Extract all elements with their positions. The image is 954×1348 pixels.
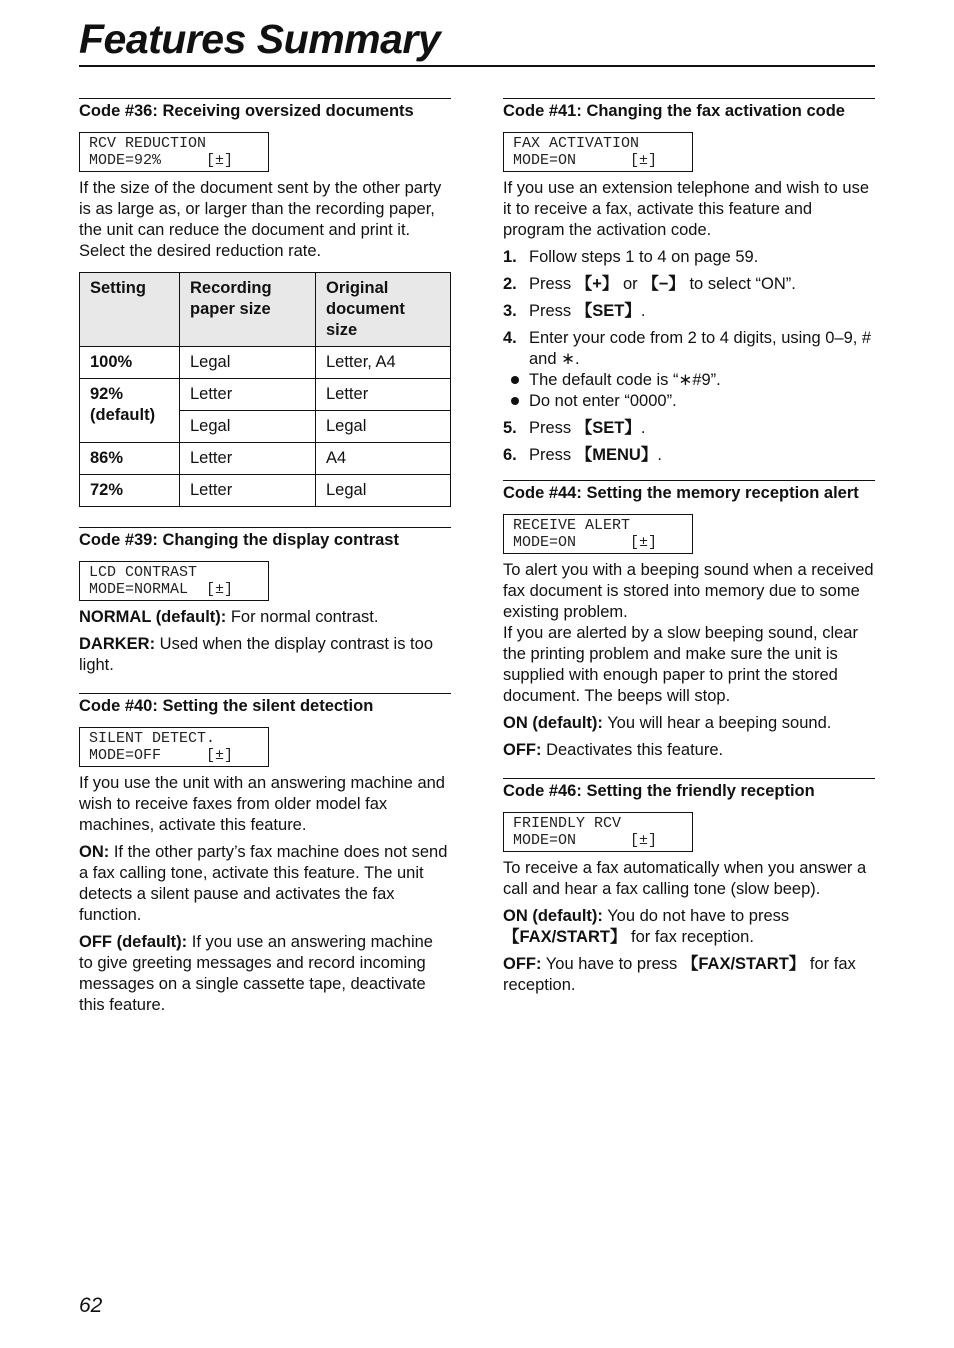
- section-heading: Code #39: Changing the display contrast: [79, 531, 399, 549]
- table-cell: Letter: [180, 379, 316, 411]
- option-label: NORMAL (default):: [79, 608, 227, 626]
- option-label: ON (default):: [503, 907, 603, 925]
- step-text: .: [657, 446, 662, 464]
- option-text: You will hear a beeping sound.: [602, 714, 832, 732]
- section-description: To alert you with a beeping sound when a received fax document is stored into memory due to some existing problem.: [503, 561, 874, 621]
- note-item: Do not enter “0000”.: [503, 391, 875, 412]
- table-cell: 72%: [80, 475, 180, 507]
- lcd-display: [503, 514, 693, 554]
- step-number: 4.: [503, 329, 517, 347]
- step-notes: [503, 370, 875, 412]
- option-label: OFF (default):: [79, 933, 188, 951]
- step-text: Press: [529, 275, 576, 293]
- step-number: 5.: [503, 419, 517, 437]
- table-row: [80, 443, 451, 475]
- step-text: Follow steps 1 to 4 on page 59.: [529, 248, 759, 266]
- option-text: for fax reception.: [626, 928, 754, 946]
- menu-key: 【MENU】: [575, 446, 658, 464]
- lcd-display: [79, 727, 269, 767]
- set-key: 【SET】: [575, 302, 641, 320]
- lcd-line-1: RCV REDUCTION: [89, 135, 207, 152]
- table-row: [80, 347, 451, 379]
- section-heading: Code #36: Receiving oversized documents: [79, 102, 414, 120]
- table-cell: 86%: [80, 443, 180, 475]
- lcd-display: [79, 561, 269, 601]
- table-cell: Letter: [316, 379, 451, 411]
- lcd-display: [503, 812, 693, 852]
- option-off: [503, 740, 875, 761]
- option-on: [503, 713, 875, 734]
- section-description: If the size of the document sent by the other party is as large as, or larger than the recording paper, the unit can reduce the document and print it. Select the desired reduction rate.: [79, 179, 442, 260]
- table-cell: Letter, A4: [316, 347, 451, 379]
- step-text: Press: [529, 446, 576, 464]
- option-text: If you use an answering machine to give greeting messages and record incoming messages on a single cassette tape, deactivate this feature.: [79, 933, 433, 1014]
- step-text: Enter your code from 2 to 4 digits, using 0–9, # and ∗.: [529, 329, 872, 368]
- lcd-line-2: MODE=ON [±]: [513, 534, 658, 551]
- reduction-table: [79, 272, 451, 507]
- option-on: [503, 906, 875, 948]
- step-item: [503, 247, 875, 268]
- lcd-line-2: MODE=ON [±]: [513, 152, 658, 169]
- step-item: [503, 418, 875, 439]
- option-off: [503, 954, 875, 996]
- plus-key: 【+】: [575, 275, 619, 293]
- option-normal: [79, 607, 451, 628]
- step-item: [503, 301, 875, 322]
- section-heading: Code #46: Setting the friendly reception: [503, 782, 815, 800]
- left-column: [79, 98, 451, 1016]
- note-item: The default code is “∗#9”.: [503, 370, 875, 391]
- step-item: [503, 445, 875, 466]
- lcd-line-2: MODE=NORMAL [±]: [89, 581, 234, 598]
- fax-start-key: 【FAX/START】: [503, 928, 627, 946]
- table-cell: Letter: [180, 475, 316, 507]
- step-number: 1.: [503, 248, 517, 266]
- lcd-line-2: MODE=92% [±]: [89, 152, 234, 169]
- lcd-display: [79, 132, 269, 172]
- lcd-line-1: LCD CONTRAST: [89, 564, 198, 581]
- set-key: 【SET】: [575, 419, 641, 437]
- step-text: .: [640, 302, 646, 320]
- option-text: If the other party’s fax machine does not send a fax calling tone, activate this feature. The unit detects a silent pause and activates the fax function.: [79, 843, 448, 924]
- table-cell: Legal: [316, 475, 451, 507]
- lcd-display: [503, 132, 693, 172]
- right-column: [503, 98, 875, 996]
- section-description: If you are alerted by a slow beeping sound, clear the printing problem and make sure the unit is supplied with enough paper to print the stored document. The beeps will stop.: [503, 624, 858, 705]
- section-description: To receive a fax automatically when you answer a call and hear a fax calling tone (slow beep).: [503, 859, 867, 898]
- option-on: [79, 842, 451, 926]
- table-cell: Legal: [316, 411, 451, 443]
- option-label: OFF:: [503, 955, 542, 973]
- step-text: or: [618, 275, 643, 293]
- option-darker: [79, 634, 451, 676]
- lcd-line-1: RECEIVE ALERT: [513, 517, 631, 534]
- option-label: ON (default):: [503, 714, 603, 732]
- fax-start-key: 【FAX/START】: [681, 955, 806, 973]
- step-item: [503, 328, 875, 412]
- section-description: If you use the unit with an answering machine and wish to receive faxes from older model fax machines, activate this feature.: [79, 774, 445, 834]
- option-text: For normal contrast.: [226, 608, 379, 626]
- step-number: 3.: [503, 302, 517, 320]
- table-cell: 100%: [80, 347, 180, 379]
- page-title: Features Summary: [79, 16, 441, 62]
- table-row: [80, 475, 451, 507]
- minus-key: 【−】: [642, 275, 685, 293]
- lcd-line-2: MODE=OFF [±]: [89, 747, 234, 764]
- step-text: Press: [529, 419, 576, 437]
- section-code46: [503, 778, 875, 996]
- step-number: 6.: [503, 446, 517, 464]
- step-item: [503, 274, 875, 295]
- option-off: [79, 932, 451, 1016]
- step-text: to select “ON”.: [684, 275, 796, 293]
- lcd-line-2: MODE=ON [±]: [513, 832, 658, 849]
- page-number: 62: [79, 1294, 103, 1317]
- option-text: Deactivates this feature.: [541, 741, 724, 759]
- section-description: If you use an extension telephone and wish to use it to receive a fax, activate this feature and program the activation code.: [503, 179, 870, 239]
- table-cell: Legal: [180, 411, 316, 443]
- column-header: Setting: [80, 273, 180, 347]
- table-cell: Letter: [180, 443, 316, 475]
- section-heading: Code #40: Setting the silent detection: [79, 697, 374, 715]
- table-cell: 92% (default): [80, 379, 180, 443]
- section-code36: [79, 98, 451, 507]
- section-code41: [503, 98, 875, 466]
- column-header: Recording paper size: [180, 273, 316, 347]
- section-code40: [79, 693, 451, 1016]
- option-text: You have to press: [541, 955, 682, 973]
- table-row: [80, 379, 451, 411]
- option-text: for fax reception.: [503, 955, 856, 994]
- option-text: Used when the display contrast is too light.: [79, 635, 433, 674]
- lcd-line-1: SILENT DETECT.: [89, 730, 216, 747]
- section-heading: Code #44: Setting the memory reception alert: [503, 484, 859, 502]
- option-label: OFF:: [503, 741, 542, 759]
- title-rule: [79, 65, 875, 67]
- table-cell: A4: [316, 443, 451, 475]
- lcd-line-1: FRIENDLY RCV: [513, 815, 622, 832]
- table-header-row: [80, 273, 451, 347]
- option-label: ON:: [79, 843, 110, 861]
- section-heading: Code #41: Changing the fax activation code: [503, 102, 845, 120]
- step-text: Press: [529, 302, 576, 320]
- lcd-line-1: FAX ACTIVATION: [513, 135, 640, 152]
- option-text: You do not have to press: [602, 907, 790, 925]
- table-cell: Legal: [180, 347, 316, 379]
- step-text: .: [640, 419, 646, 437]
- column-header: Original document size: [316, 273, 451, 347]
- section-code44: [503, 480, 875, 761]
- steps-list: [503, 247, 875, 466]
- section-code39: [79, 527, 451, 676]
- step-number: 2.: [503, 275, 517, 293]
- option-label: DARKER:: [79, 635, 156, 653]
